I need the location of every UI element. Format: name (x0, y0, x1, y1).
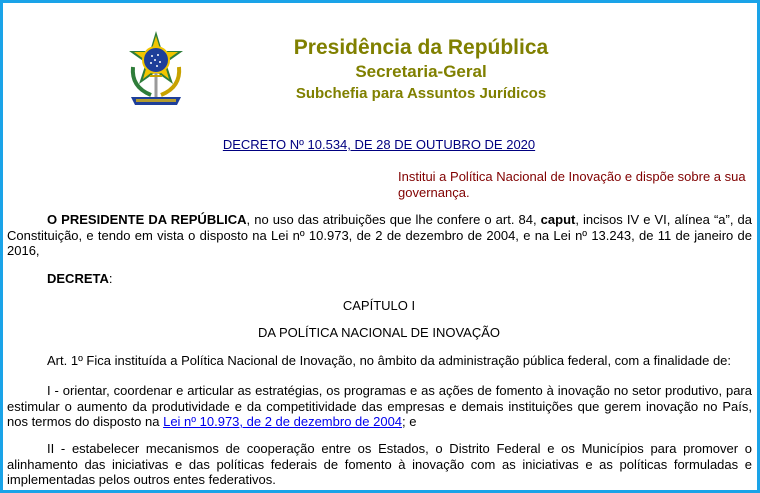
preamble-text-b: , incisos IV e VI, alínea “a”, da Constituição, e tendo em vista o disposto na Lei nº 10.973, de 2 de dezembro de 2004, e na Lei nº 13.243, de 11 de janeiro de 2016, (7, 212, 752, 258)
inciso-1-tail: ; e (402, 414, 417, 429)
preamble-president: O PRESIDENTE DA REPÚBLICA (47, 212, 247, 227)
lei-10973-link[interactable]: Lei nº 10.973, de 2 de dezembro de 2004 (163, 414, 403, 429)
preamble-text-a: , no uso das atribuições que lhe confere o art. 84, (246, 212, 541, 227)
article-1-inciso-1 (7, 383, 752, 430)
header-subchefia: Subchefia para Assuntos Jurídicos (295, 85, 547, 102)
decreta-paragraph (7, 271, 752, 287)
preamble-paragraph (7, 212, 752, 259)
preamble-caput: caput (540, 212, 576, 227)
decreta-word: DECRETA (47, 271, 109, 286)
header-presidency: Presidência da República (293, 36, 549, 59)
decreta-colon: : (108, 271, 113, 286)
coat-of-arms-of-brazil-icon (121, 29, 191, 109)
chapter-title: DA POLÍTICA NACIONAL DE INOVAÇÃO (257, 325, 500, 340)
decree-title-link[interactable]: DECRETO Nº 10.534, DE 28 DE OUTUBRO DE 2020 (222, 137, 536, 152)
inciso-1-text: I - orientar, coordenar e articular as estratégias, os programas e as ações de fomento à inovação no setor produtivo, para estimular o aumento da produtividade e da competitividade das empresas e demais instituições que gerem inovação no País, nos termos do disposto na (7, 383, 752, 429)
header-titles (221, 35, 621, 104)
header-secretariat: Secretaria-Geral (355, 62, 487, 81)
decree-ementa: Institui a Política Nacional de Inovação e dispõe sobre a sua governança. (398, 169, 746, 200)
article-1: Art. 1º Fica instituída a Política Nacional de Inovação, no âmbito da administração pública federal, com a finalidade de: (47, 353, 732, 368)
header (3, 3, 757, 123)
chapter-heading: CAPÍTULO I (342, 298, 416, 313)
article-1-inciso-2: II - estabelecer mecanismos de cooperação entre os Estados, o Distrito Federal e os Municípios para promover o alinhamento das iniciativas e das políticas federais de fomento à inovação com as iniciativas e as políticas formuladas e implementadas pelos outros entes federativos. (7, 441, 752, 487)
